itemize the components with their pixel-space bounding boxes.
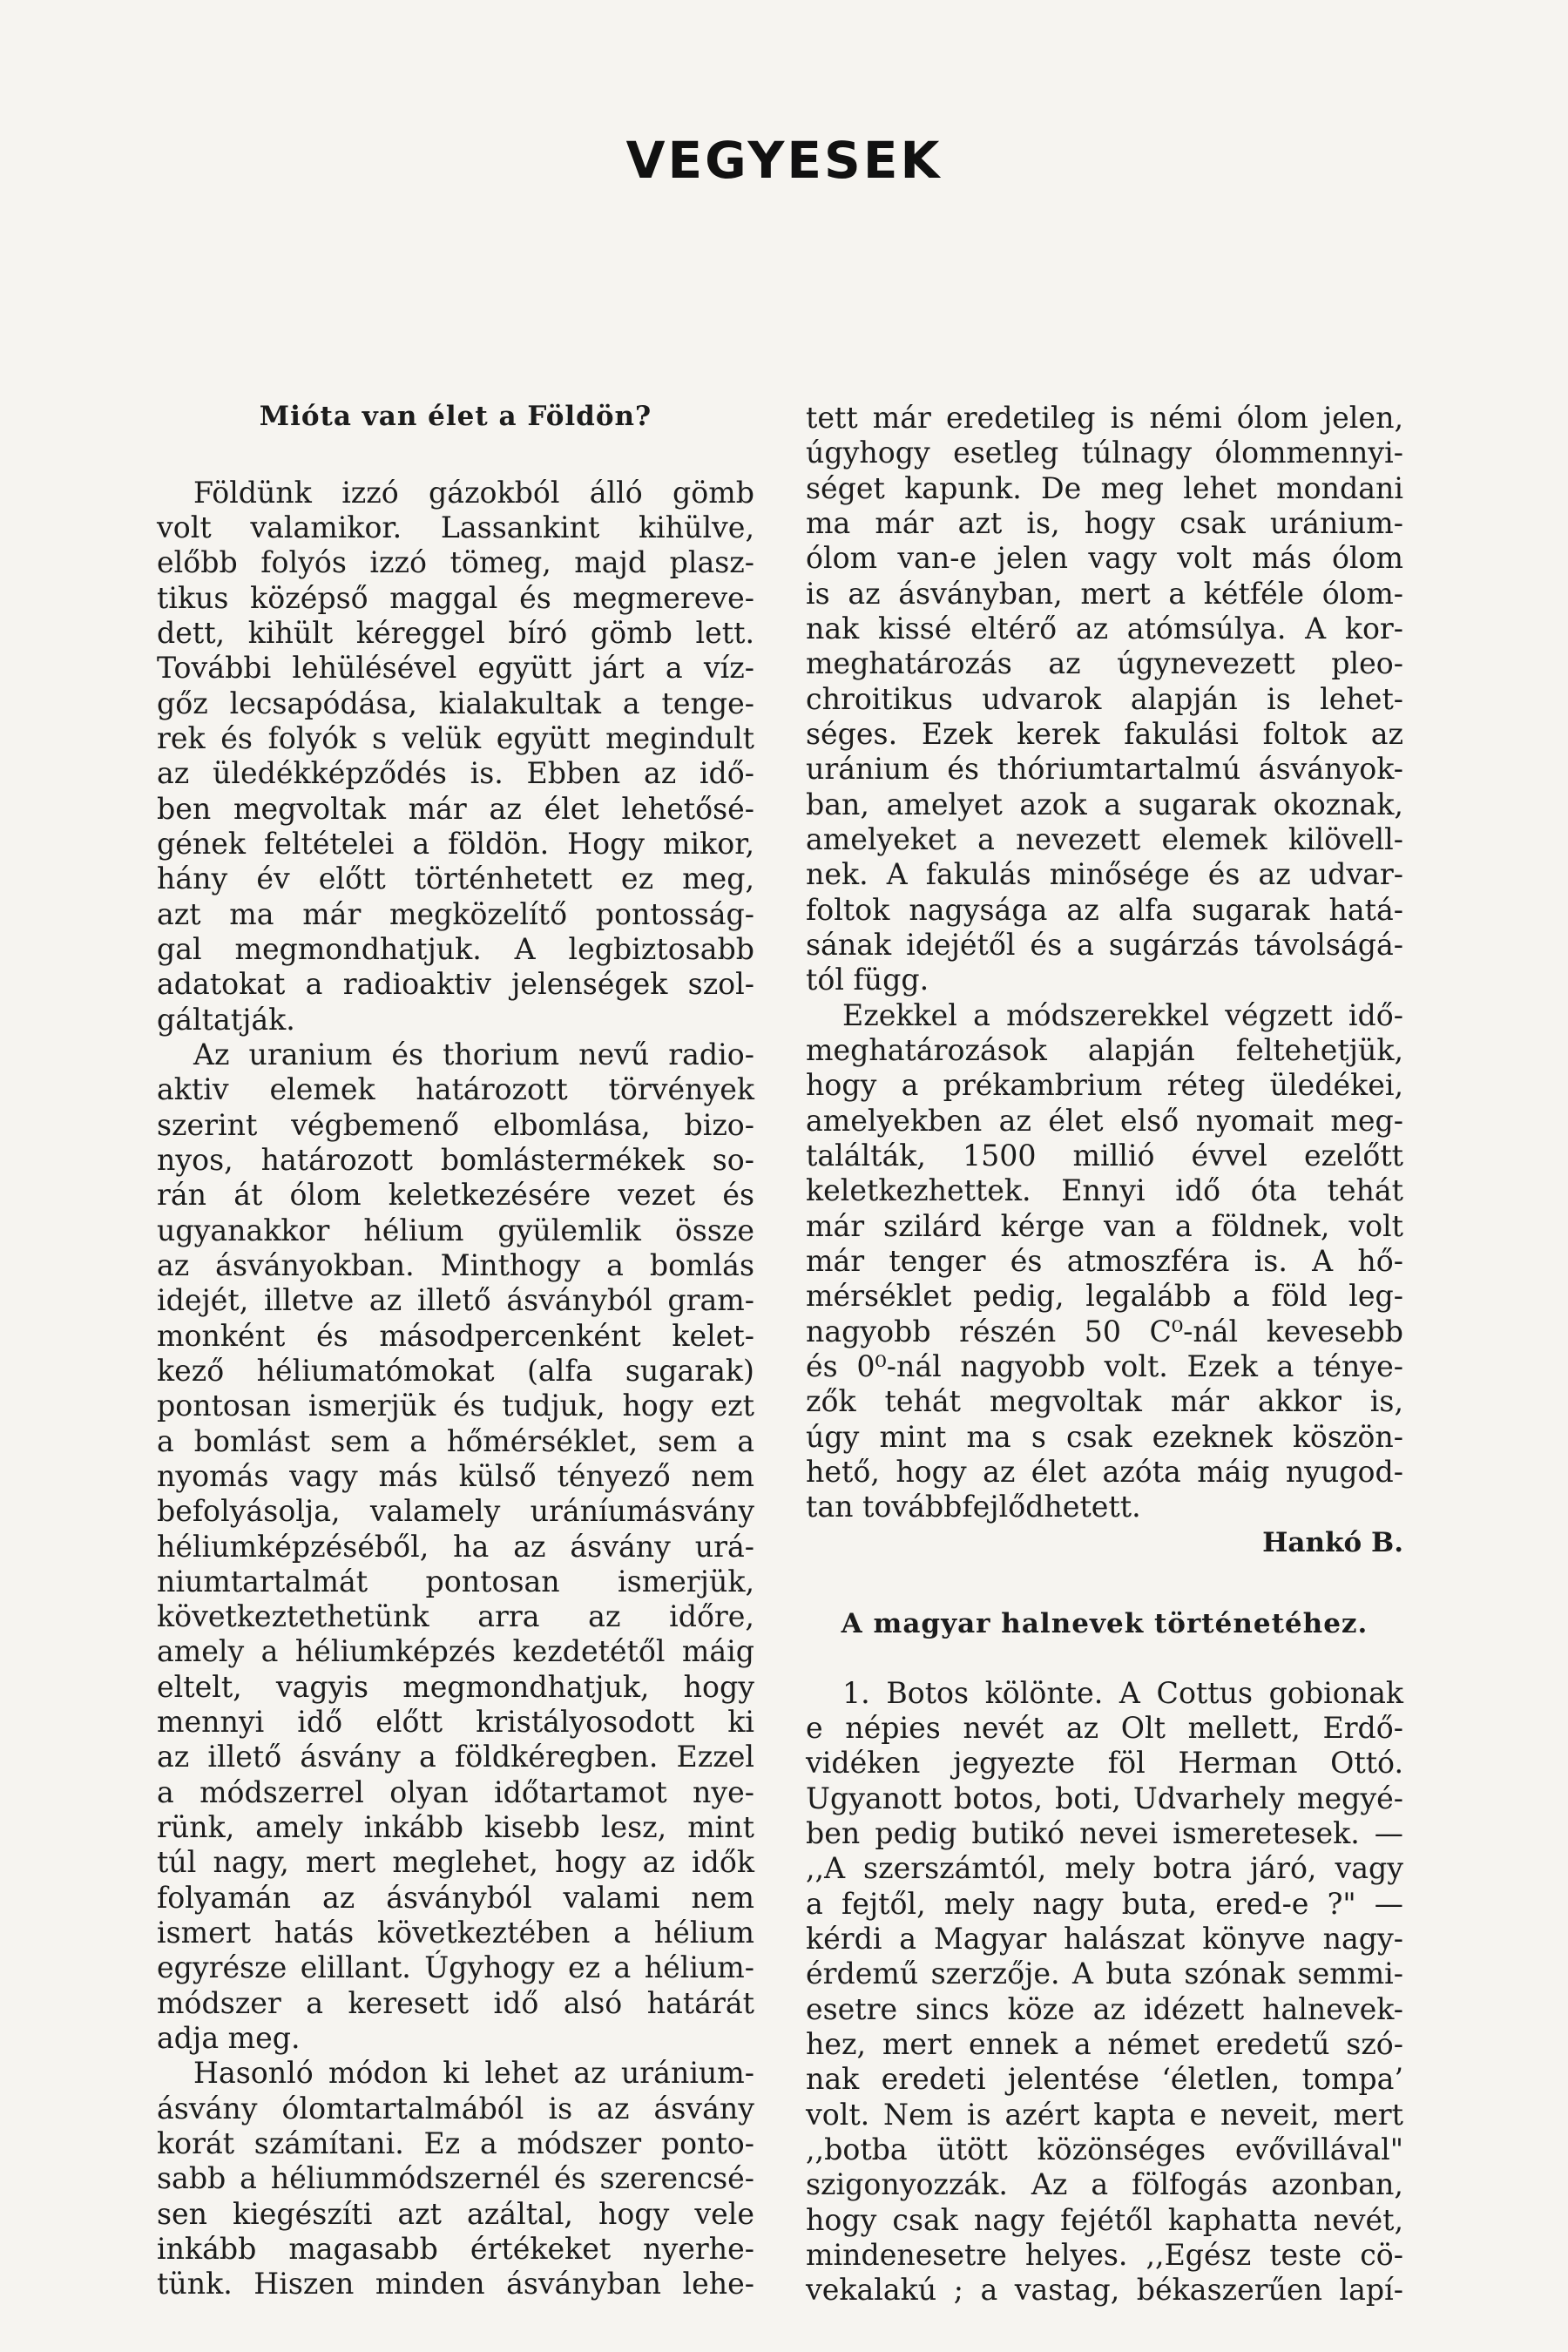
text-line: meghatározások alapján feltehetjük, xyxy=(806,1032,1403,1067)
text-line: hető, hogy az élet azóta máig nyugod- xyxy=(806,1454,1403,1489)
text-line: folyamán az ásványból valami nem xyxy=(157,1880,754,1915)
author-signature: Hankó B. xyxy=(1262,1526,1403,1558)
text-line: esetre sincs köze az idézett halnevek- xyxy=(806,1991,1403,2026)
text-line: hogy csak nagy fejétől kaphatta nevét, xyxy=(806,2202,1403,2237)
text-line: inkább magasabb értékeket nyerhe- xyxy=(157,2232,754,2267)
text-line: 1. Botos kölönte. A Cottus gobionak xyxy=(842,1675,1403,1710)
text-line: héliumképzéséből, ha az ásvány urá- xyxy=(157,1529,754,1564)
text-line: a módszerrel olyan időtartamot nye- xyxy=(157,1774,754,1809)
text-line: egyrésze elillant. Úgyhogy ez a hélium- xyxy=(157,1950,754,1985)
text-line: ismert hatás következtében a hélium xyxy=(157,1916,754,1950)
text-line: vekalakú ; a vastag, békaszerűen lapí- xyxy=(806,2273,1403,2308)
text-line: Földünk izzó gázokból álló gömb xyxy=(193,475,754,510)
text-line: sának idejétől és a sugárzás távolságá- xyxy=(806,927,1403,962)
text-line: úgy mint ma s csak ezeknek köszön- xyxy=(806,1419,1403,1454)
text-line: ugyanakkor hélium gyülemlik össze xyxy=(157,1213,754,1247)
text-line: amely a héliumképzés kezdetétől máig xyxy=(157,1634,754,1669)
text-line: gőz lecsapódása, kialakultak a tenge- xyxy=(157,686,754,720)
article-title: Mióta van élet a Földön? xyxy=(259,401,652,432)
text-line: és 0⁰-nál nagyobb volt. Ezek a tényе- xyxy=(806,1348,1403,1383)
left-column xyxy=(157,401,754,2302)
text-line: tikus középső maggal és megmereve- xyxy=(157,580,754,615)
text-line: gáltatják. xyxy=(157,1002,295,1037)
text-line: tan továbbfejlődhetett. xyxy=(806,1490,1141,1524)
text-line: hez, mert ennek a német eredetű szó- xyxy=(806,2027,1403,2062)
text-line: tett már eredetileg is némi ólom jelen, xyxy=(806,401,1403,435)
text-line: rünk, amely inkább kisebb lesz, mint xyxy=(157,1810,754,1845)
text-line: zők tehát megvoltak már akkor is, xyxy=(806,1384,1403,1419)
text-line: túl nagy, mert meglehet, hogy az idők xyxy=(157,1845,754,1880)
right-column xyxy=(806,401,1403,2308)
text-line: volt valamikor. Lassankint kihülve, xyxy=(157,510,754,544)
text-line: úgyhogy esetleg túlnagy ólommennyi- xyxy=(806,436,1403,470)
text-line: meghatározás az úgynevezett pleo- xyxy=(806,646,1403,681)
text-line: nak eredeti jelentése ‘életlen, tompa’ xyxy=(806,2062,1403,2097)
text-line: volt. Nem is azért kapta e neveit, mert xyxy=(806,2097,1403,2132)
text-line: gal megmondhatjuk. A legbiztosabb xyxy=(157,931,754,966)
text-line: ma már azt is, hogy csak uránium- xyxy=(806,505,1403,540)
text-line: amelyekben az élet első nyomait meg- xyxy=(806,1103,1403,1138)
text-line: dett, kihült kéreggel bíró gömb lett. xyxy=(157,615,754,650)
text-line: aktiv elemek határozott törvények xyxy=(157,1072,754,1107)
text-line: módszer a keresett idő alsó határát xyxy=(157,1985,754,2020)
text-line: következtethetünk arra az időre, xyxy=(157,1599,754,1634)
text-line: hogy a prékambrium réteg üledékei, xyxy=(806,1068,1403,1103)
text-line: ben megvoltak már az élet lehetősé- xyxy=(157,791,754,826)
text-line: pontosan ismerjük és tudjuk, hogy ezt xyxy=(157,1389,754,1423)
text-line: az üledékképződés is. Ebben az idő- xyxy=(157,756,754,791)
page-header: VEGYESEK xyxy=(625,131,943,190)
text-line: adatokat a radioaktiv jelenségek szol- xyxy=(157,967,754,1002)
article-body xyxy=(157,476,754,2302)
text-line: Ugyanott botos, boti, Udvarhely megyé- xyxy=(806,1781,1403,1815)
text-line: az ásványokban. Minthogy a bomlás xyxy=(157,1247,754,1282)
text-line: nyomás vagy más külső tényező nem xyxy=(157,1458,754,1493)
article-body-continued xyxy=(806,401,1403,1525)
text-line: ,,A szerszámtól, mely botra járó, vagy xyxy=(806,1851,1403,1886)
text-line: befolyásolja, valamely uráníumásvány xyxy=(157,1494,754,1529)
text-line: gének feltételei a földön. Hogy mikor, xyxy=(157,826,754,861)
text-line: korát számítani. Ez a módszer ponto- xyxy=(157,2126,754,2161)
text-line: nak kissé eltérő az atómsúlya. A kor- xyxy=(806,611,1403,645)
text-line: mennyi idő előtt kristályosodott ki xyxy=(157,1705,754,1740)
text-line: sabb a héliummódszernél és szerencsé- xyxy=(157,2161,754,2196)
text-line: Az uranium és thorium nevű radio- xyxy=(193,1037,754,1071)
text-line: e népies nevét az Olt mellett, Erdő- xyxy=(806,1711,1403,1746)
text-line: tünk. Hiszen minden ásványban lehe- xyxy=(157,2267,754,2301)
text-line: Hasonló módon ki lehet az uránium- xyxy=(193,2056,754,2091)
text-line: monként és másodpercenként kelet- xyxy=(157,1318,754,1353)
text-line: azt ma már megközelítő pontosság- xyxy=(157,896,754,931)
text-line: a fejtől, mely nagy buta, ered-e ?" — xyxy=(806,1886,1403,1921)
text-line: ,,botba ütött közönséges evővillával" xyxy=(806,2132,1403,2167)
text-line: kérdi a Magyar halászat könyve nagy- xyxy=(806,1922,1403,1957)
text-line: ásvány ólomtartalmából is az ásvány xyxy=(157,2091,754,2126)
text-line: már tenger és atmoszféra is. A hő- xyxy=(806,1243,1403,1278)
text-line: a bomlást sem a hőmérséklet, sem a xyxy=(157,1423,754,1458)
text-line: mérséklet pedig, legalább a föld leg- xyxy=(806,1279,1403,1314)
text-line: találták, 1500 millió évvel ezelőtt xyxy=(806,1138,1403,1173)
text-line: adja meg. xyxy=(157,2021,301,2056)
text-line: nagyobb részén 50 C⁰-nál kevesebb xyxy=(806,1314,1403,1348)
text-line: ólom van-e jelen vagy volt más ólom xyxy=(806,541,1403,576)
text-line: sen kiegészíti azt azáltal, hogy vele xyxy=(157,2196,754,2231)
text-line: nek. A fakulás minősége és az udvar- xyxy=(806,857,1403,892)
text-line: az illető ásvány a földkéregben. Ezzel xyxy=(157,1740,754,1774)
text-line: vidéken jegyezte föl Herman Ottó. xyxy=(806,1746,1403,1781)
text-line: niumtartalmát pontosan ismerjük, xyxy=(157,1564,754,1598)
article-title: A magyar halnevek történetéhez. xyxy=(841,1608,1369,1640)
text-line: is az ásványban, mert a kétféle ólom- xyxy=(806,576,1403,611)
text-line: chroitikus udvarok alapján is lehet- xyxy=(806,681,1403,716)
text-line: További lehülésével együtt járt a víz- xyxy=(157,651,754,686)
text-line: szerint végbemenő elbomlása, bizo- xyxy=(157,1107,754,1142)
text-line: Ezekkel a módszerekkel végzett idő- xyxy=(842,997,1403,1032)
text-line: rek és folyók s velük együtt megindult xyxy=(157,720,754,755)
text-line: mindenesetre helyes. ,,Egész teste cö- xyxy=(806,2238,1403,2273)
text-line: idejét, illetve az illető ásványból gram- xyxy=(157,1283,754,1318)
text-line: ban, amelyet azok a sugarak okoznak, xyxy=(806,787,1403,821)
text-line: amelyeket a nevezett elemek kilövell- xyxy=(806,821,1403,856)
text-line: foltok nagysága az alfa sugarak hatá- xyxy=(806,892,1403,927)
text-line: keletkezhettek. Ennyi idő óta tehát xyxy=(806,1173,1403,1208)
text-line: séges. Ezek kerek fakulási foltok az xyxy=(806,716,1403,751)
text-line: uránium és thóriumtartalmú ásványok- xyxy=(806,752,1403,787)
text-line: rán át ólom keletkezésére vezet és xyxy=(157,1178,754,1213)
text-line: tól függ. xyxy=(806,963,929,997)
text-line: nyos, határozott bomlástermékek so- xyxy=(157,1142,754,1177)
text-line: már szilárd kérge van a földnek, volt xyxy=(806,1208,1403,1243)
text-line: előbb folyós izzó tömeg, majd plasz- xyxy=(157,545,754,580)
text-line: séget kapunk. De meg lehet mondani xyxy=(806,470,1403,505)
text-line: szigonyozzák. Az a fölfogás azonban, xyxy=(806,2167,1403,2202)
text-line: érdemű szerzője. A buta szónak semmi- xyxy=(806,1957,1403,1991)
text-line: hány év előtt történhetett ez meg, xyxy=(157,862,754,896)
text-line: ben pedig butikó nevei ismeretesek. — xyxy=(806,1816,1403,1851)
text-line: kező héliumatómokat (alfa sugarak) xyxy=(157,1353,754,1388)
article-body xyxy=(806,1676,1403,2308)
text-line: eltelt, vagyis megmondhatjuk, hogy xyxy=(157,1669,754,1704)
